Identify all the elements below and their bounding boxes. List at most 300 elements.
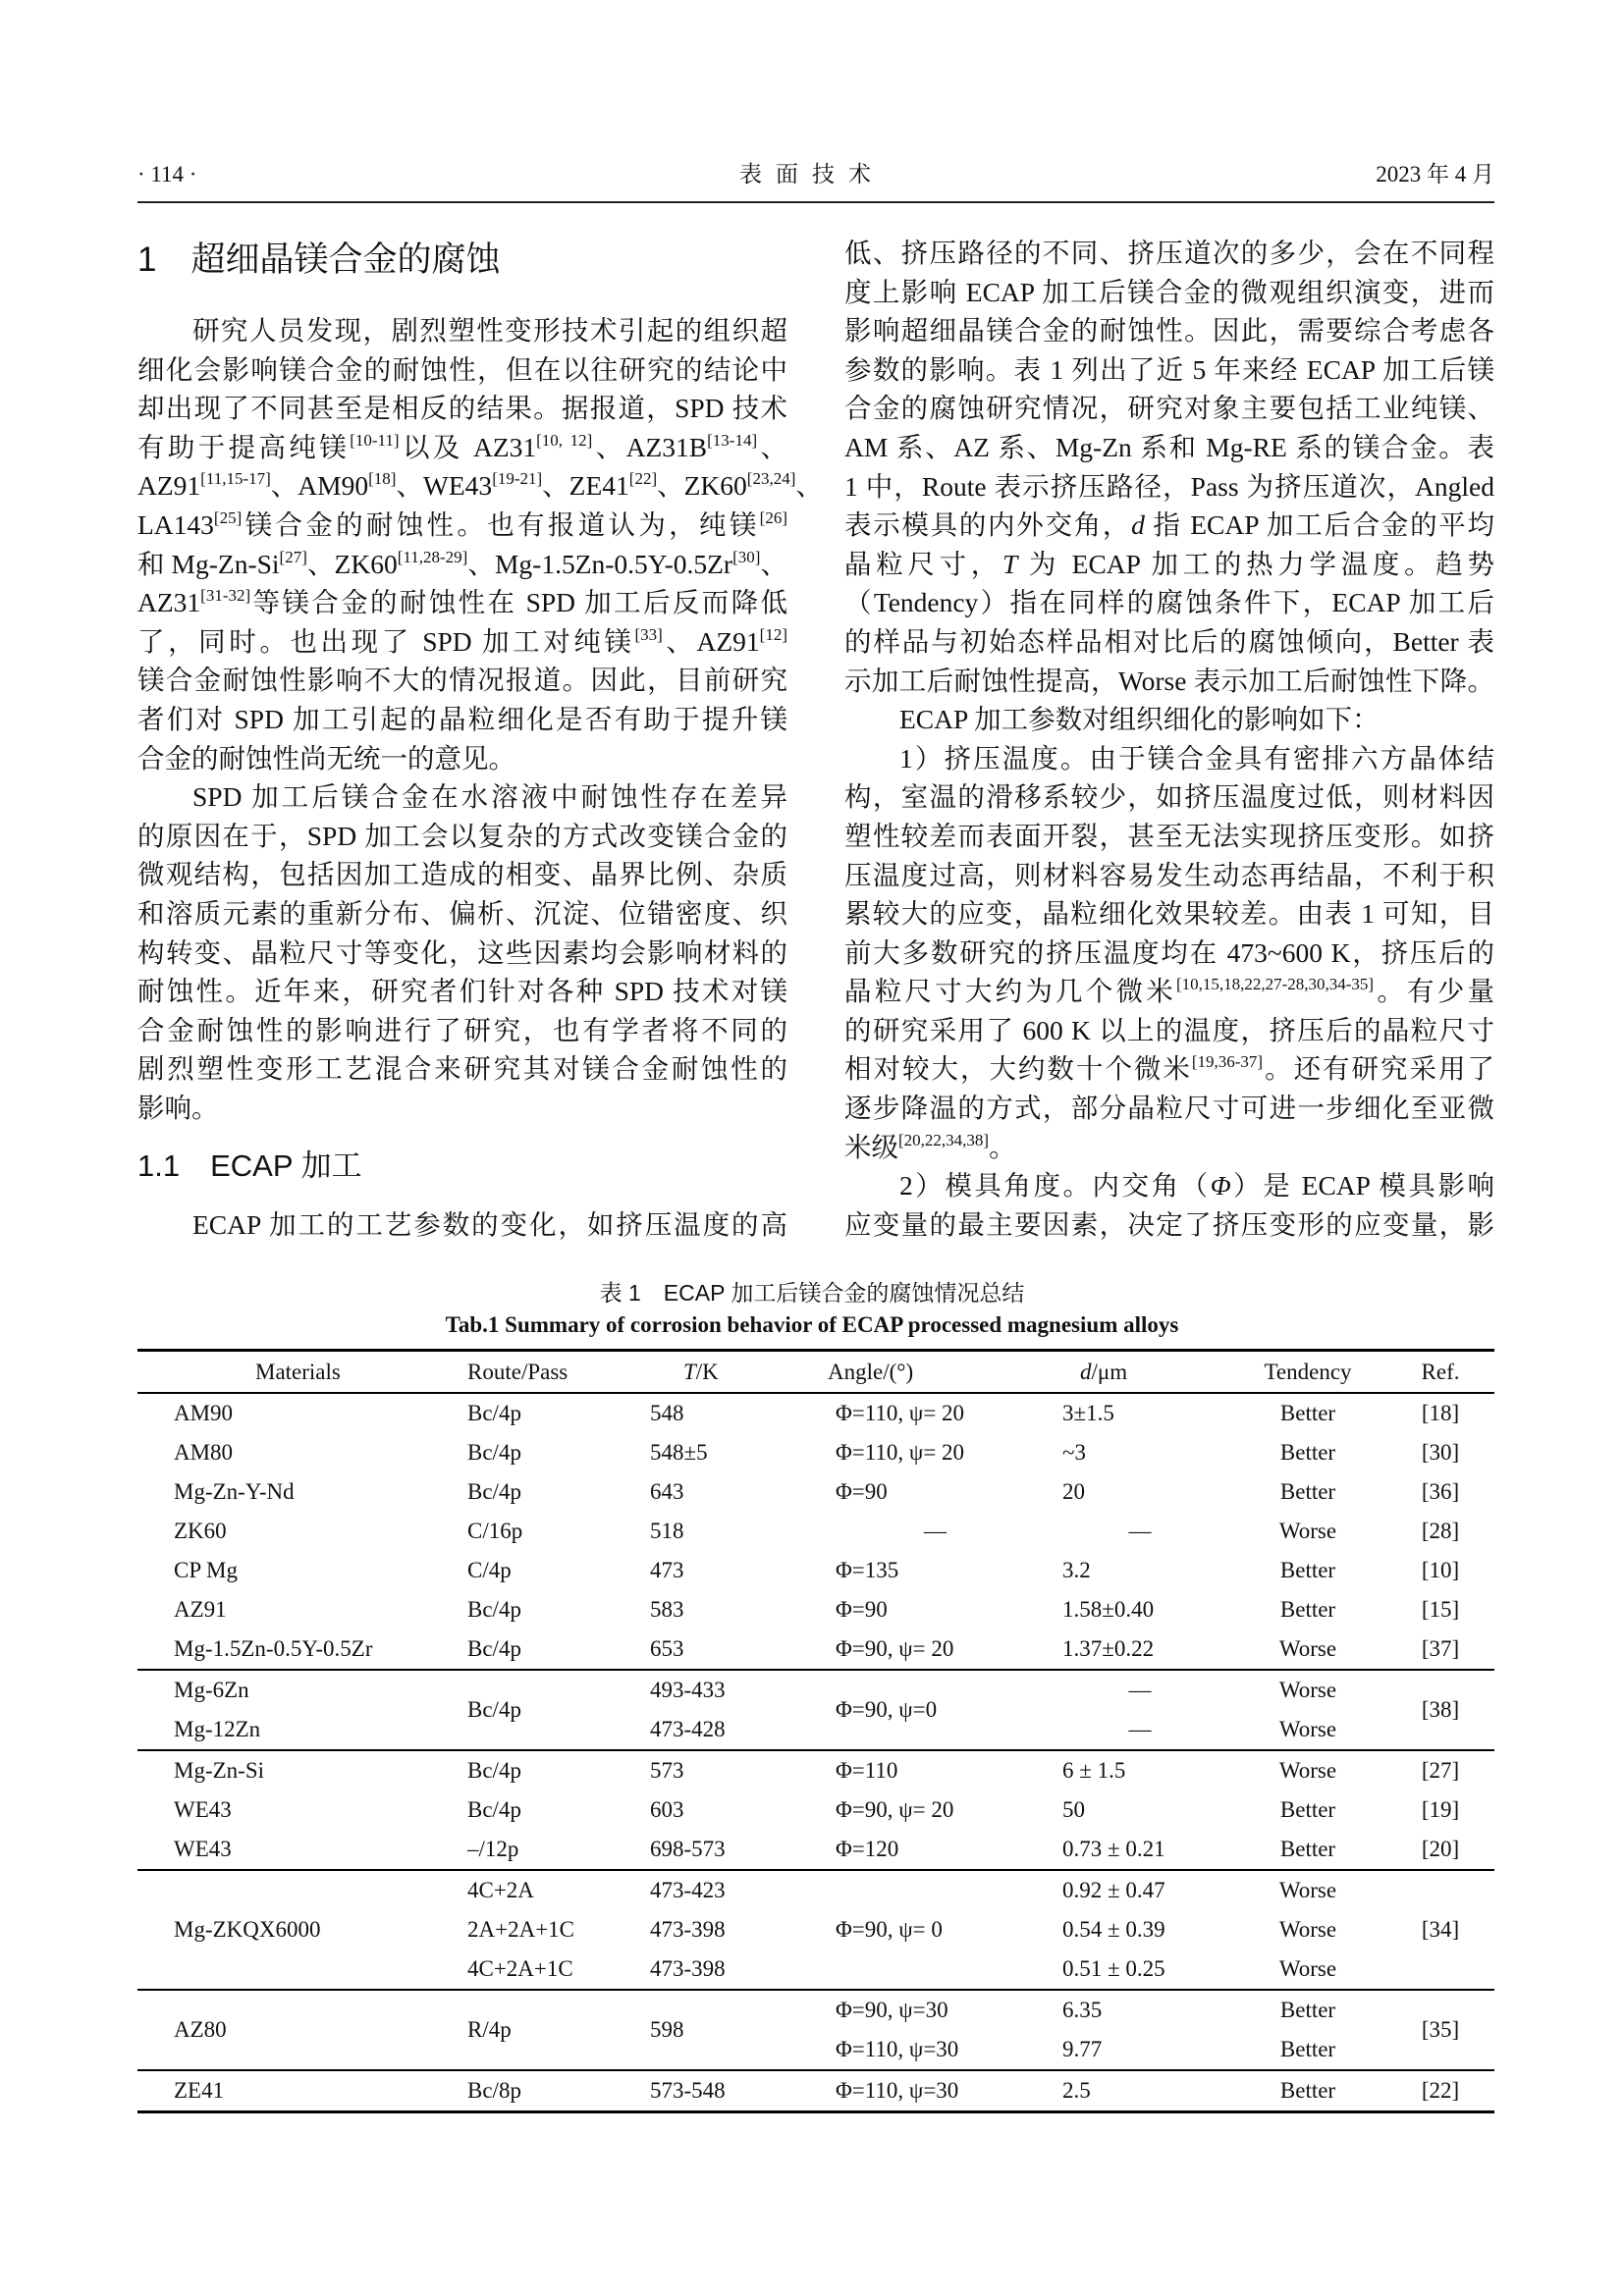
citation-superscript: [11,28-29] [397,547,468,566]
citation-superscript: [26] [759,507,787,527]
text-run: 1 中，Route 表示挤压路径，Pass 为挤压道次，Angled [844,470,1494,502]
table-cell: Φ=110 [836,1758,898,1783]
page-number: · 114 · [137,162,197,187]
table-row [137,1629,1494,1670]
text-run: Tendency [1264,1359,1352,1384]
table-cell: [30] [1421,1440,1460,1465]
text-line [137,700,787,739]
table-cell: Better [1279,1558,1336,1582]
table-cell: [34] [1421,1917,1460,1942]
table-row [137,1433,1494,1472]
table-cell: — [1128,1717,1152,1741]
table-cell: 573 [650,1758,684,1783]
citation-superscript: [13-14] [707,430,758,450]
text-run: 合金的耐蚀性尚无统一的意见。 [137,742,515,774]
table-cell: 0.54 ± 0.39 [1062,1917,1165,1942]
text-line [137,1089,787,1128]
text-line [844,583,1494,622]
text-run: 塑性较差而表面开裂，甚至无法实现挤压变形。如挤 [844,820,1494,851]
text-run: 1）挤压温度。由于镁合金具有密排六方晶体结 [899,742,1494,774]
table-cell: [18] [1421,1401,1460,1425]
text-run: 、ZE41 [542,470,629,502]
text-run: 米级 [844,1131,898,1162]
table-cell: 0.92 ± 0.47 [1062,1878,1165,1902]
text-line [844,350,1494,390]
table-cell: [27] [1421,1758,1460,1783]
text-run: 表示模具的内外交角， [844,509,1132,541]
text-run: 、WE43 [396,470,493,502]
text-run: 影响。 [137,1092,219,1123]
corrosion-summary-table [137,1349,1494,2113]
table-cell: Bc/4p [467,1440,521,1465]
table-row [137,1790,1494,1830]
text-line [844,1011,1494,1050]
citation-superscript: [10-11] [350,430,400,450]
table-cell: 1.37±0.22 [1062,1636,1155,1661]
text-run: 等镁合金的耐蚀性在 SPD 加工后反而降低 [250,587,787,618]
table-row [137,2070,1494,2112]
table-cell: [28] [1421,1519,1460,1543]
text-run: 有助于提高纯镁 [137,431,351,462]
text-run: 和溶质元素的重新分布、偏析、沉淀、位错密度、织 [137,897,787,929]
table-cell: 6.35 [1062,1998,1103,2022]
table-cell: [36] [1421,1479,1460,1504]
table-cell: Better [1279,1401,1336,1425]
table-cell: WE43 [174,1797,232,1822]
text-line [137,311,787,350]
table-cell: [37] [1421,1636,1460,1661]
text-run: Angle/(°) [828,1359,914,1384]
table-cell: 1.58±0.40 [1062,1597,1155,1622]
text-run: Materials [255,1359,341,1384]
text-run: 者们对 SPD 加工引起的晶粒细化是否有助于提升镁 [137,703,787,734]
text-line [137,1049,787,1089]
text-line [137,739,787,778]
table-row [137,1472,1494,1512]
column-header [137,1351,452,1394]
table-cell: Better [1279,2037,1336,2061]
table-cell: Better [1279,1440,1336,1465]
table-cell: Better [1279,1837,1336,1861]
text-run: LA143 [137,508,214,540]
table-cell: 3±1.5 [1062,1401,1114,1425]
table-cell: Better [1279,1597,1336,1622]
column-header [1051,1351,1229,1394]
table-cell: 493-433 [650,1678,726,1702]
subsection-heading: 1.1 ECAP 加工 [137,1148,362,1183]
table-cell: 3.2 [1062,1558,1091,1582]
column-header [452,1351,638,1394]
text-run: 影响超细晶镁合金的耐蚀性。因此，需要综合考虑各 [844,315,1494,347]
table-cell: Φ=90 [836,1479,888,1504]
text-run: 、ZK60 [306,548,398,579]
text-line [137,583,787,622]
table-cell: — [1128,1519,1152,1543]
text-line [137,817,787,856]
text-line [137,466,823,506]
table-cell: Φ=110, ψ=30 [836,2078,959,2103]
text-run: 微观结构，包括因加工造成的相变、晶界比例、杂质 [137,859,787,890]
text-run: 、AZ31B [592,431,708,462]
table-cell: AM80 [174,1440,234,1465]
table-cell: 573-548 [650,2078,726,2103]
text-line [844,545,1494,584]
table-cell: Mg-1.5Zn-0.5Y-0.5Zr [174,1636,373,1661]
text-line [844,972,1494,1011]
text-line [844,1049,1494,1089]
table-cell: C/4p [467,1558,512,1582]
table-cell: 2A+2A+1C [467,1917,575,1942]
section-heading: 1 超细晶镁合金的腐蚀 [137,240,501,279]
text-line [137,428,787,467]
text-run: 指 ECAP 加工后合金的平均 [1144,509,1495,541]
table-cell: 6 ± 1.5 [1062,1758,1126,1783]
table-cell: 548±5 [650,1440,708,1465]
table-cell: Φ=90, ψ=30 [836,1998,948,2022]
column-header [820,1351,1051,1394]
table-cell: Mg-12Zn [174,1717,261,1741]
text-run: 。有少量 [1374,976,1495,1007]
text-line [844,1089,1494,1128]
text-run: 。还有研究采用了 [1263,1053,1494,1085]
table-row [137,1870,1494,1910]
table-cell: –/12p [467,1837,519,1861]
citation-superscript: [10, 12] [536,430,593,450]
table-cell: 603 [650,1797,684,1822]
table-cell: 473-398 [650,1917,726,1942]
text-line [844,467,1494,507]
table-cell: [15] [1421,1597,1460,1622]
table-cell: — [924,1519,947,1543]
table-cell: Better [1279,1797,1336,1822]
text-run: 、 [757,431,788,462]
column-header [1386,1351,1494,1394]
table-cell: R/4p [467,2017,512,2042]
citation-superscript: [20,22,34,38] [898,1130,990,1149]
table-cell: Worse [1278,1519,1337,1543]
table-row-group [137,2070,1494,2112]
table-cell: Φ=135 [836,1558,899,1582]
table-cell: Φ=110, ψ=30 [836,2037,959,2061]
citation-superscript: [27] [279,547,307,566]
text-run: 、 [795,470,823,502]
column-header [1229,1351,1386,1394]
text-line [137,1205,787,1245]
table-cell: Bc/4p [467,1697,521,1722]
text-line [844,273,1494,312]
table-cell: 20 [1062,1479,1085,1504]
table-cell: Worse [1278,1758,1337,1783]
table-cell: Φ=110, ψ= 20 [836,1440,965,1465]
text-run: 镁合金耐蚀性影响不大的情况报道。因此，目前研究 [137,665,787,696]
italic-symbol: d [1080,1359,1092,1384]
table-cell: [22] [1421,2078,1460,2103]
table-cell: Better [1279,1479,1336,1504]
header-rule [137,201,1494,203]
table-row [137,1670,1494,1710]
text-run: 度上影响 ECAP 加工后镁合金的微观组织演变，进而 [844,276,1494,307]
table-cell: Bc/8p [467,2078,521,2103]
text-run: 、ZK60 [657,470,747,502]
text-line [137,622,787,662]
text-run: 为 ECAP 加工的热力学温度。趋势 [1017,548,1494,579]
text-run: 2）模具角度。内交角（ [899,1170,1211,1201]
table-cell: Worse [1278,1678,1337,1702]
table-cell: [19] [1421,1797,1460,1822]
text-run: 却出现了不同甚至是相反的结果。据报道，SPD 技术 [137,393,787,424]
left-column-continued [137,1205,787,1245]
text-run: Ref. [1421,1359,1460,1384]
text-line [844,234,1494,273]
text-line [844,739,1494,778]
table-header-row [137,1351,1494,1394]
text-run: 了，同时。也出现了 SPD 加工对纯镁 [137,625,635,657]
citation-superscript: [30] [732,547,761,566]
table-cell: [10] [1421,1558,1460,1582]
table-cell: ~3 [1062,1440,1086,1465]
text-run: 研究人员发现，剧烈塑性变形技术引起的组织超 [192,315,787,346]
table-row-group [137,1750,1494,1870]
text-run: AZ91 [137,470,201,502]
citation-superscript: [25] [213,507,243,527]
text-run: 示加工后耐蚀性提高，Worse 表示加工后耐蚀性下降。 [844,665,1494,696]
text-run: 剧烈塑性变形工艺混合来研究其对镁合金耐蚀性的 [137,1053,787,1085]
citation-superscript: [33] [634,624,663,644]
text-line [137,894,787,934]
issue-date: 2023 年 4 月 [1376,162,1494,187]
table-cell: CP Mg [174,1558,238,1582]
text-run: /μm [1091,1359,1128,1384]
text-line [844,894,1494,934]
table-row [137,1990,1494,2030]
text-line [844,856,1494,895]
text-run: 构，室温的滑移系较少，如挤压温度过低，则材料因 [844,781,1494,813]
table-cell: 9.77 [1062,2037,1103,2061]
text-run: 镁合金的耐蚀性。也有报道认为，纯镁 [242,508,760,540]
table-cell: 2.5 [1062,2078,1091,2103]
text-run: 低、挤压路径的不同、挤压道次的多少，会在不同程 [844,238,1494,268]
text-line [844,700,1494,739]
text-run: 耐蚀性。近年来，研究者们针对各种 SPD 技术对镁 [137,976,787,1007]
text-run: 、AZ91 [662,625,760,657]
text-line [844,777,1494,817]
table-cell: 518 [650,1519,684,1543]
table-cell: 473-428 [650,1717,726,1741]
table-cell: 4C+2A+1C [467,1956,573,1981]
table-row [137,1710,1494,1750]
table-cell: Worse [1278,1636,1337,1661]
text-run: 以及 AZ31 [399,431,537,462]
table-cell: Bc/4p [467,1401,521,1425]
table-row [137,1393,1494,1433]
citation-superscript: [19,36-37] [1191,1052,1264,1072]
text-run: Route/Pass [467,1359,568,1384]
table-cell: AZ91 [174,1597,227,1622]
text-run: 、AM90 [270,470,369,502]
table-cell: 698-573 [650,1837,726,1861]
text-run: 合金耐蚀性的影响进行了研究，也有学者将不同的 [137,1014,787,1045]
table-row-group [137,1990,1494,2070]
text-run: 的原因在于，SPD 加工会以复杂的方式改变镁合金的 [137,820,787,851]
text-run: 参数的影响。表 1 列出了近 5 年来经 ECAP 加工后镁 [844,353,1494,385]
table-cell: ZE41 [174,2078,225,2103]
citation-superscript: [12] [759,624,787,644]
table-row [137,1551,1494,1590]
table-cell: Worse [1278,1917,1337,1942]
table-cell: Better [1279,2078,1336,2103]
text-run: 构转变、晶粒尺寸等变化，这些因素均会影响材料的 [137,936,787,968]
table-cell: Bc/4p [467,1597,521,1622]
table-cell: — [1128,1678,1152,1702]
table-cell: Worse [1278,1956,1337,1981]
citation-superscript: [23,24] [746,469,796,489]
text-line [844,662,1494,701]
table-cell: Φ=90, ψ= 0 [836,1917,943,1942]
citation-superscript: [11,15-17] [200,469,271,489]
table-cell: Φ=90, ψ=0 [836,1697,938,1722]
journal-title: 表面技术 [739,162,885,187]
text-line [137,661,787,700]
text-line [844,622,1494,662]
table-cell: 643 [650,1479,684,1504]
table-row-group [137,1670,1494,1750]
text-line [137,545,787,584]
text-run: ECAP 加工参数对组织细化的影响如下： [899,704,1380,735]
text-line [137,350,787,390]
text-run: AZ31 [137,587,201,618]
text-line [844,506,1494,545]
table-cell: [35] [1421,2017,1460,2042]
text-line [137,777,787,817]
text-run: 晶粒尺寸， [844,548,1002,579]
text-line [844,1166,1494,1205]
table-cell: Φ=90, ψ= 20 [836,1636,954,1661]
table-cell: WE43 [174,1837,232,1861]
text-run: 细化会影响镁合金的耐蚀性，但在以往研究的结论中 [137,353,787,385]
text-line [137,1011,787,1050]
table-cell: Φ=110, ψ= 20 [836,1401,965,1425]
text-run: 应变量的最主要因素，决定了挤压变形的应变量，影 [844,1208,1494,1240]
table-cell: 473-398 [650,1956,726,1981]
table-cell: ZK60 [174,1519,227,1543]
text-run: 的研究采用了 600 K 以上的温度，挤压后的晶粒尺寸 [844,1014,1494,1045]
text-line [844,311,1494,350]
text-line [137,389,787,428]
table-cell: 583 [650,1597,684,1622]
table-cell: Worse [1278,1878,1337,1902]
text-line [137,855,787,894]
italic-symbol: d [1131,509,1145,541]
text-run: ECAP 加工的工艺参数的变化，如挤压温度的高 [192,1209,787,1240]
column-header [638,1351,820,1394]
text-run: /K [695,1359,719,1384]
table-cell: Bc/4p [467,1479,521,1504]
table-row-group [137,1870,1494,1990]
table-cell: AZ80 [174,2017,227,2042]
text-run: 和 Mg-Zn-Si [137,548,280,579]
table-cell: C/16p [467,1519,523,1543]
italic-symbol: Φ [1210,1170,1231,1201]
table-caption-cn: 表 1 ECAP 加工后镁合金的腐蚀情况总结 [599,1280,1025,1306]
table-cell: Bc/4p [467,1636,521,1661]
text-run: 相对较大，大约数十个微米 [844,1053,1192,1085]
text-line [844,1205,1494,1245]
table-row-group [137,1393,1494,1670]
table-cell: Mg-Zn-Si [174,1758,264,1783]
citation-superscript: [19-21] [492,469,543,489]
text-run: ）是 ECAP 模具影响 [1230,1170,1494,1201]
text-run: 逐步降温的方式，部分晶粒尺寸可进一步细化至亚微 [844,1093,1494,1124]
table-cell: Worse [1278,1717,1337,1741]
table-row [137,1512,1494,1551]
table-cell: 0.73 ± 0.21 [1062,1837,1165,1861]
table-cell: [20] [1421,1837,1460,1861]
text-run: SPD 加工后镁合金在水溶液中耐蚀性存在差异 [192,781,787,813]
table-cell: Bc/4p [467,1797,521,1822]
text-run: AM 系、AZ 系、Mg-Zn 系和 Mg-RE 系的镁合金。表 [844,431,1494,462]
left-column-body [137,311,823,1127]
text-run: 晶粒尺寸大约为几个微米 [844,976,1176,1007]
text-line [137,934,787,973]
italic-symbol: T [683,1359,696,1384]
table-cell: 548 [650,1401,684,1425]
table-row [137,1750,1494,1790]
table-cell: Mg-ZKQX6000 [174,1917,321,1942]
citation-superscript: [31-32] [200,586,251,606]
citation-superscript: [18] [368,469,397,489]
text-run: 前大多数研究的挤压温度均在 473~600 K，挤压后的 [844,936,1494,968]
table-cell: Mg-Zn-Y-Nd [174,1479,295,1504]
table-cell: 598 [650,2017,684,2042]
text-line [844,428,1494,467]
table-cell: Φ=90 [836,1597,888,1622]
text-line [137,972,787,1011]
table-row [137,1590,1494,1629]
table-cell: Φ=90, ψ= 20 [836,1797,954,1822]
table-cell: 0.51 ± 0.25 [1062,1956,1165,1981]
table-cell: 473 [650,1558,684,1582]
text-run: 、 [760,548,788,579]
text-run: 、Mg-1.5Zn-0.5Y-0.5Zr [467,548,733,579]
table-row [137,1830,1494,1870]
table-cell: Bc/4p [467,1758,521,1783]
text-run: 累较大的应变，晶粒细化效果较差。由表 1 可知，目 [844,898,1494,930]
table-cell: 4C+2A [467,1878,534,1902]
text-run: 合金的腐蚀研究情况，研究对象主要包括工业纯镁、 [844,393,1494,424]
table-cell: Mg-6Zn [174,1678,249,1702]
citation-superscript: [10,15,18,22,27-28,30,34-35] [1175,975,1375,994]
table-cell: [38] [1421,1697,1460,1722]
table-cell: Better [1279,1998,1336,2022]
text-run: 压温度过高，则材料容易发生动态再结晶，不利于积 [844,859,1494,890]
table-caption-en: Tab.1 Summary of corrosion behavior of ECAP processed magnesium alloys [445,1312,1179,1337]
text-run: （Tendency）指在同样的腐蚀条件下，ECAP 加工后 [844,587,1494,618]
table-cell: Φ=120 [836,1837,899,1861]
text-line [844,817,1494,856]
right-column-body [844,234,1494,1244]
text-line [137,506,787,545]
citation-superscript: [22] [628,469,658,489]
table-cell: AM90 [174,1401,234,1425]
text-line [844,934,1494,973]
italic-symbol: T [1002,548,1018,579]
text-run: 。 [989,1131,1016,1162]
text-run: 的样品与初始态样品相对比后的腐蚀倾向，Better 表 [844,625,1494,657]
table-cell: 473-423 [650,1878,726,1902]
text-line [844,1128,1494,1167]
table-cell: 653 [650,1636,684,1661]
table-cell: 50 [1062,1797,1085,1822]
